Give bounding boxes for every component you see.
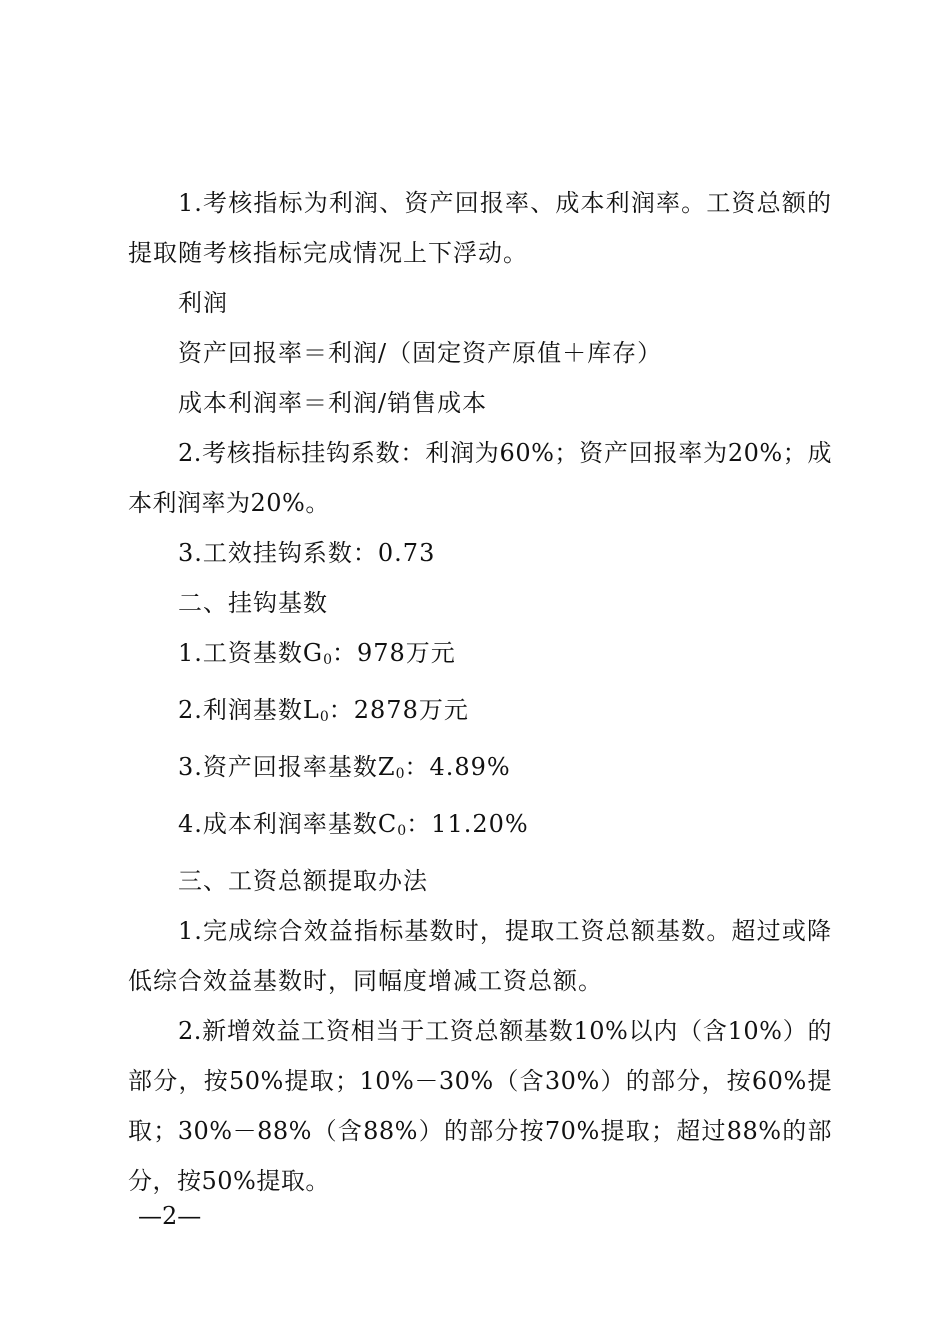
page-number: —2—: [138, 1202, 202, 1230]
line-profit: 利润: [178, 289, 228, 317]
line-cost-profit-base: [128, 799, 832, 856]
line-profit-base: [128, 685, 832, 742]
line-asset-return-base: [128, 742, 832, 799]
cost-profit-base-label: 4.成本利润率基数C: [178, 810, 398, 838]
asset-return-base-value: ：4.89%: [404, 753, 511, 781]
line-wage-base: [128, 628, 832, 685]
line-efficiency-coefficient: 3.工效挂钩系数：0.73: [178, 539, 436, 567]
profit-base-value: ：2878万元: [328, 696, 469, 724]
cost-profit-base-value: ：11.20%: [406, 810, 529, 838]
wage-base-label: 1.工资基数G: [178, 639, 324, 667]
paragraph-new-efficiency-wages: 2.新增效益工资相当于工资总额基数10%以内（含10%）的部分，按50%提取；10%－30%（含30%）的部分，按60%提取；30%－88%（含88%）的部分按70%提取；超过88%的部分，按50%提取。: [128, 1017, 832, 1195]
paragraph-base-completion: 1.完成综合效益指标基数时，提取工资总额基数。超过或降低综合效益基数时，同幅度增减工资总额。: [128, 917, 832, 995]
paragraph-assessment-indicators: 1.考核指标为利润、资产回报率、成本利润率。工资总额的提取随考核指标完成情况上下浮动。: [128, 189, 832, 267]
formula-cost-profit-rate: 成本利润率＝利润/销售成本: [178, 389, 488, 417]
paragraph-link-coefficients: 2.考核指标挂钩系数：利润为60%；资产回报率为20%；成本利润率为20%。: [128, 439, 832, 517]
asset-return-base-label: 3.资产回报率基数Z: [178, 753, 396, 781]
section-heading-link-base: 二、挂钩基数: [178, 589, 328, 617]
profit-base-subscript: 0: [319, 709, 329, 725]
profit-base-label: 2.利润基数L: [178, 696, 320, 724]
wage-base-subscript: 0: [323, 652, 332, 668]
cost-profit-base-subscript: 0: [397, 823, 407, 839]
body-text: [128, 178, 832, 1206]
asset-return-base-subscript: 0: [395, 766, 405, 782]
formula-asset-return-rate: 资产回报率＝利润/（固定资产原值＋库存）: [178, 339, 663, 367]
wage-base-value: ：978万元: [332, 639, 456, 667]
section-heading-extraction-method: 三、工资总额提取办法: [178, 867, 428, 895]
